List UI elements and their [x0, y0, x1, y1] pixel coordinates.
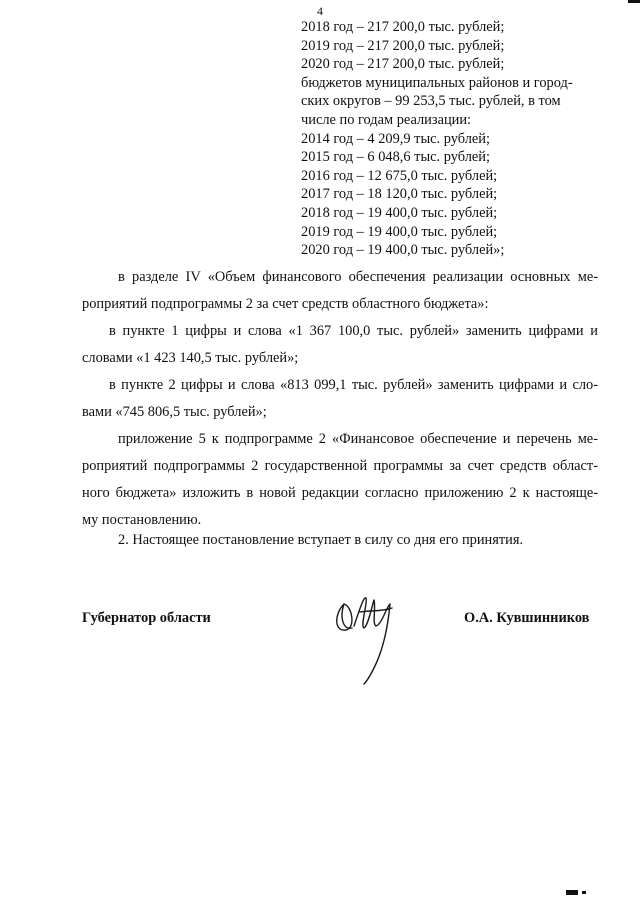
paragraph-line: в пункте 2 цифры и слова «813 099,1 тыс. рублей» заменить цифрами и сло- — [109, 377, 598, 393]
page-number: 4 — [317, 4, 323, 18]
scan-mark-bottom — [566, 890, 578, 895]
paragraph-line: в разделе IV «Объем финансового обеспечения реализации основных ме- — [118, 269, 598, 285]
paragraph-line: ного бюджета» изложить в новой редакции согласно приложению 2 к настояще- — [82, 485, 598, 501]
budget-breakdown-list — [301, 18, 601, 260]
budget-line: 2018 год – 19 400,0 тыс. рублей; — [301, 204, 498, 221]
budget-line: бюджетов муниципальных районов и город- — [301, 74, 573, 91]
handwritten-signature — [330, 586, 402, 686]
budget-line: 2020 год – 217 200,0 тыс. рублей; — [301, 56, 505, 73]
budget-line: 2020 год – 19 400,0 тыс. рублей»; — [301, 242, 505, 259]
signatory-name: О.А. Кувшинников — [464, 610, 590, 626]
paragraph-appendix — [82, 426, 598, 534]
budget-line: ских округов – 99 253,5 тыс. рублей, в том — [301, 93, 561, 110]
budget-line: 2015 год – 6 048,6 тыс. рублей; — [301, 149, 490, 166]
paragraph-point-2 — [82, 372, 598, 426]
paragraph-section-iv — [82, 264, 598, 318]
paragraph-point-1 — [82, 318, 598, 372]
paragraph-line: словами «1 423 140,5 тыс. рублей»; — [82, 350, 299, 366]
paragraph-line: роприятий подпрограммы 2 государственной программы за счет средств област- — [82, 458, 598, 474]
paragraph-line: вами «745 806,5 тыс. рублей»; — [82, 404, 267, 420]
budget-line: числе по годам реализации: — [301, 111, 472, 128]
budget-line: 2019 год – 19 400,0 тыс. рублей; — [301, 223, 498, 240]
paragraph-line: в пункте 1 цифры и слова «1 367 100,0 тыс. рублей» заменить цифрами и — [109, 323, 598, 339]
paragraph-line: роприятий подпрограммы 2 за счет средств областного бюджета»: — [82, 296, 489, 312]
paragraph-line: 2. Настоящее постановление вступает в силу со дня его принятия. — [118, 532, 524, 548]
scan-mark-top — [628, 0, 640, 3]
budget-line: 2018 год – 217 200,0 тыс. рублей; — [301, 19, 505, 35]
budget-line: 2019 год – 217 200,0 тыс. рублей; — [301, 37, 505, 54]
budget-line: 2016 год – 12 675,0 тыс. рублей; — [301, 167, 498, 184]
budget-line: 2014 год – 4 209,9 тыс. рублей; — [301, 130, 490, 147]
scan-mark-bottom-small — [582, 891, 586, 894]
signatory-title: Губернатор области — [82, 610, 211, 626]
paragraph-effect — [82, 527, 598, 554]
paragraph-line: му постановлению. — [82, 512, 202, 528]
budget-line: 2017 год – 18 120,0 тыс. рублей; — [301, 186, 498, 203]
paragraph-line: приложение 5 к подпрограмме 2 «Финансовое обеспечение и перечень ме- — [118, 431, 598, 447]
